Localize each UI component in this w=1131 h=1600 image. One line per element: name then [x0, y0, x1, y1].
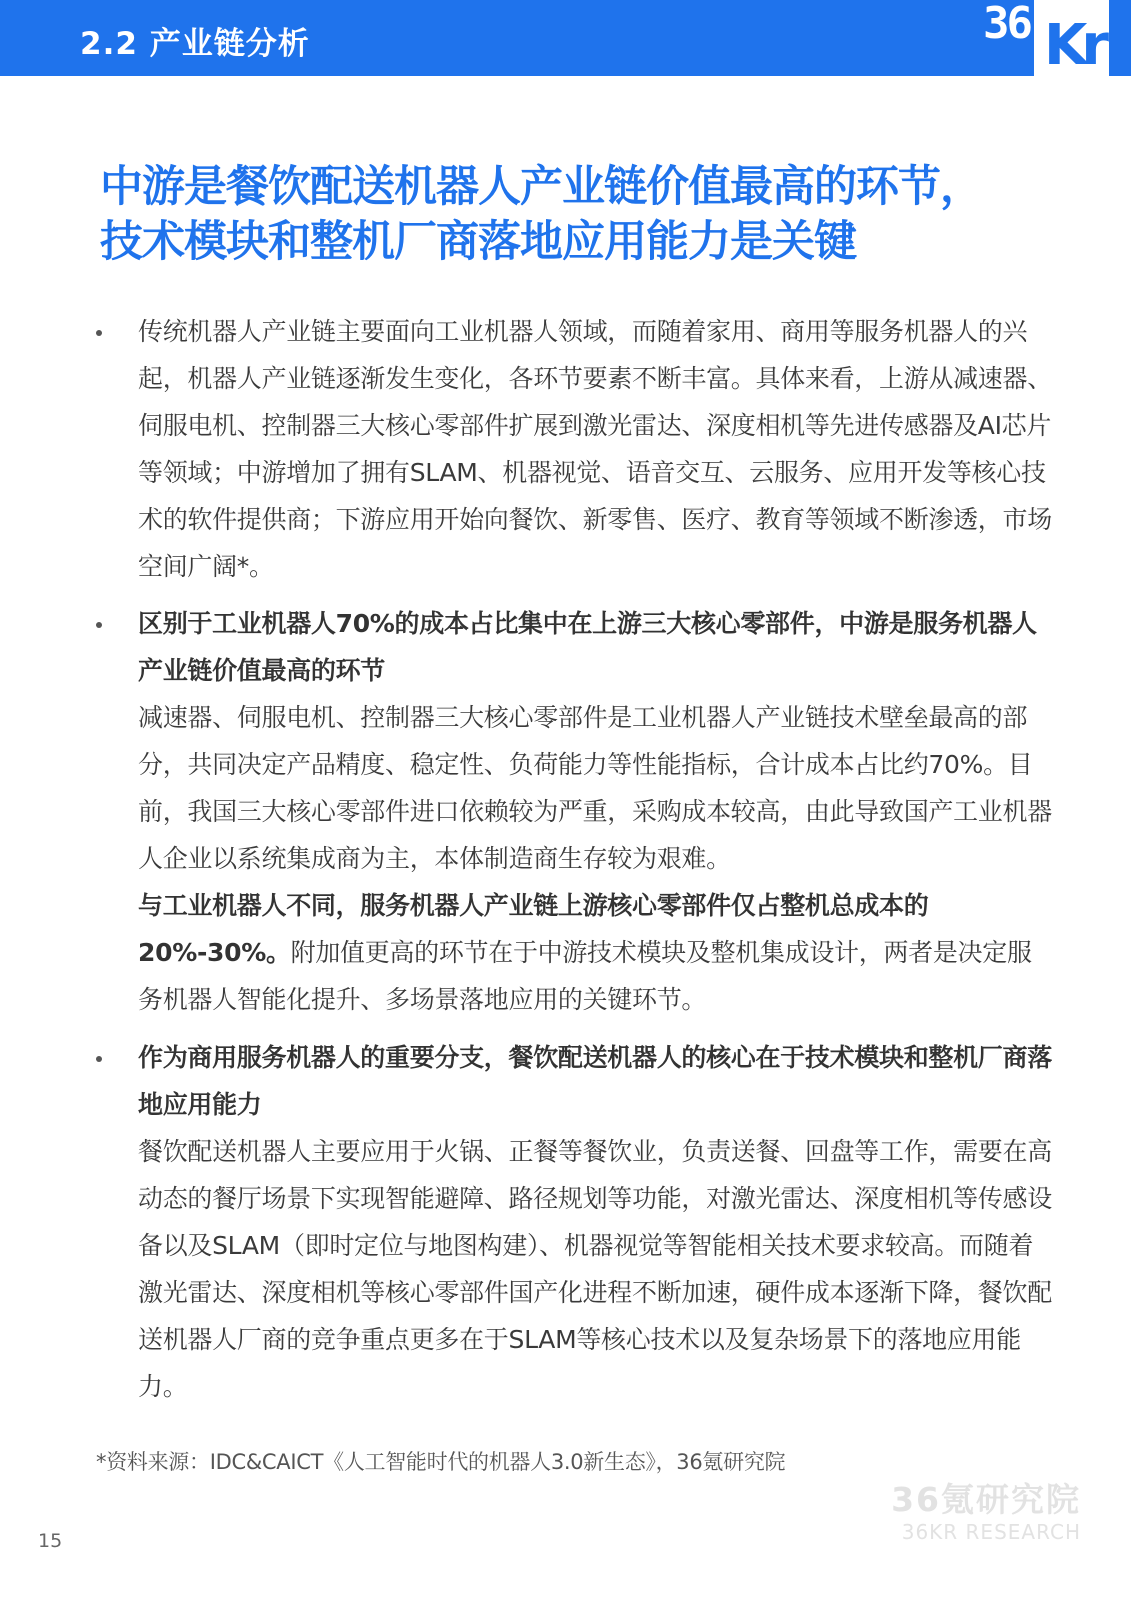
page-number: 15 — [38, 1530, 63, 1552]
bullet-bold-text: 与工业机器人不同，服务机器人产业链上游核心零部件仅占整机总成本的20%-30%。 — [138, 891, 929, 967]
bullet-paragraph: 减速器、伺服电机、控制器三大核心零部件是工业机器人产业链技术壁垒最高的部分，共同决定产品精度、稳定性、负荷能力等性能指标，合计成本占比约70%。目前，我国三大核心零部件进口依赖较为严重，采购成本较高，由此导致国产工业机器人企业以系统集成商为主，本体制造商生存较为艰难。 — [138, 703, 1052, 873]
watermark-cn: 36氪研究院 — [891, 1480, 1081, 1519]
source-note: *资料来源：IDC&CAICT《人工智能时代的机器人3.0新生态》，36氪研究院 — [96, 1450, 786, 1474]
watermark-en: 36KR RESEARCH — [901, 1520, 1081, 1544]
bullet-heading: 作为商用服务机器人的重要分支，餐饮配送机器人的核心在于技术模块和整机厂商落地应用能力 — [138, 1043, 1052, 1119]
bullet-paragraph: 餐饮配送机器人主要应用于火锅、正餐等餐饮业，负责送餐、回盘等工作，需要在高动态的餐厅场景下实现智能避障、路径规划等功能，对激光雷达、深度相机等传感设备以及SLAM（即时定位与地图构建）、机器视觉等智能相关技术要求较高。而随着激光雷达、深度相机等核心零部件国产化进程不断加速，硬件成本逐渐下降，餐饮配送机器人厂商的竞争重点更多在于SLAM等核心技术以及复杂场景下的落地应用能力。 — [138, 1137, 1052, 1401]
bullet-heading: 区别于工业机器人70%的成本占比集中在上游三大核心零部件，中游是服务机器人产业链价值最高的环节 — [138, 609, 1037, 685]
section-label: 2.2 产业链分析 — [80, 26, 310, 62]
bullet-item-midstream-value — [92, 600, 1052, 1034]
bullet-list — [92, 308, 1052, 1410]
header-bar — [0, 0, 1131, 76]
bullet-dot-icon — [96, 622, 102, 628]
bullet-item-delivery-robot-core — [92, 1034, 1052, 1410]
logo-36-text: 36 — [983, 0, 1030, 49]
bullet-paragraph: 传统机器人产业链主要面向工业机器人领域，而随着家用、商用等服务机器人的兴起，机器人产业链逐渐发生变化，各环节要素不断丰富。具体来看，上游从减速器、伺服电机、控制器三大核心零部件扩展到激光雷达、深度相机等先进传感器及AI芯片等领域；中游增加了拥有SLAM、机器视觉、语音交互、云服务、应用开发等核心技术的软件提供商；下游应用开始向餐饮、新零售、医疗、教育等领域不断渗透，市场空间广阔*。 — [138, 317, 1052, 581]
bullet-dot-icon — [96, 1056, 102, 1062]
bullet-item-industry-chain — [92, 308, 1052, 600]
logo-kr-text: Kr — [1034, 0, 1109, 76]
headline-line-1: 中游是餐饮配送机器人产业链价值最高的环节， — [100, 162, 982, 212]
bullet-tail-text: 附加值更高的环节在于中游技术模块及整机集成设计，两者是决定服务机器人智能化提升、多场景落地应用的关键环节。 — [138, 938, 1032, 1014]
headline-line-2: 技术模块和整机厂商落地应用能力是关键 — [100, 217, 856, 267]
page-headline — [100, 160, 1060, 270]
36kr-logo — [983, 0, 1109, 76]
bullet-dot-icon — [96, 330, 102, 336]
